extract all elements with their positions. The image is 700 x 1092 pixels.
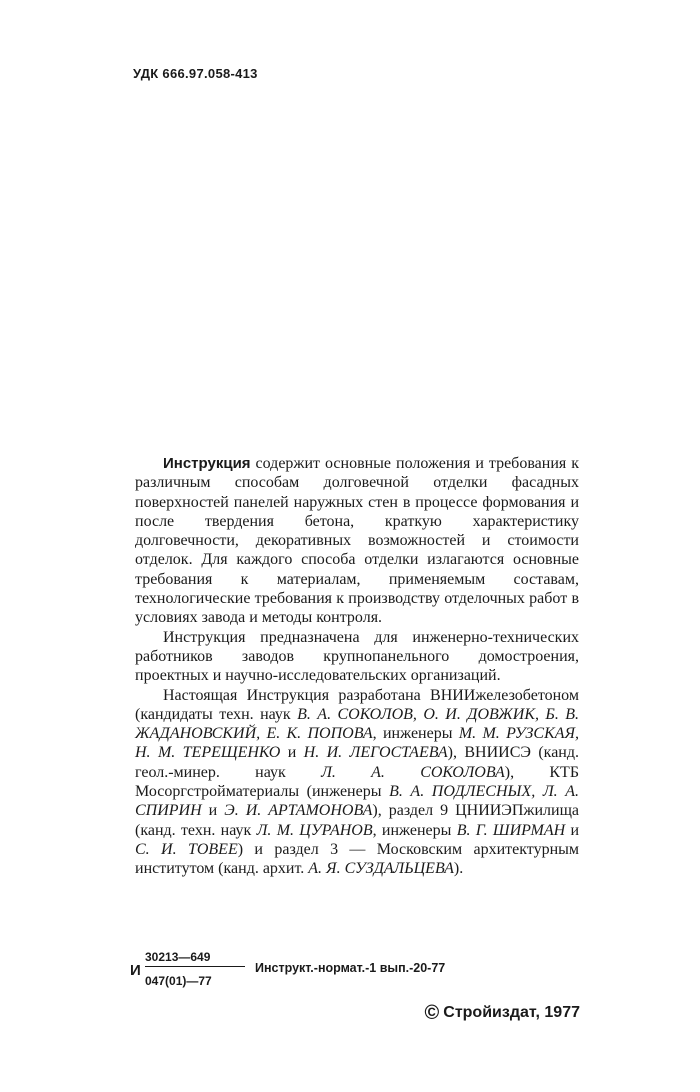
instruction-code: Инструкт.-нормат.-1 вып.-20-77 (255, 961, 446, 975)
p3-q: и (570, 821, 580, 839)
authors-2: М. М. РУЗСКАЯ, Н. М. ТЕРЕЩЕНКО (135, 725, 580, 762)
authors-10: А. Я. СУЗДАЛЬЦЕВА (308, 860, 454, 878)
index-denominator: 047(01)—77 (145, 974, 212, 988)
abstract-paragraph-2 (135, 628, 579, 686)
authors-1: В. А. СОКОЛОВ, О. И. ДОВЖИК, Б. В. ЖАДАНОВСКИЙ, Е. К. ПОПОВА (135, 705, 580, 743)
authors-8: В. Г. ШИРМАН (456, 821, 566, 839)
copyright-icon: © (424, 1002, 440, 1024)
p3-c: , инженеры (372, 725, 453, 743)
abstract (135, 454, 579, 879)
abstract-paragraph-1 (135, 454, 579, 628)
p3-o: , инженеры (372, 821, 452, 839)
p3-m: ), раздел 9 ЦНИИЭПжилища (канд. техн. наук (135, 802, 580, 839)
abstract-text-1: содержит основные положения и требования к различным способам долговечной отделки фасадных поверхностей панелей наружных стен в процессе формования и после твердения бетона, краткую характеристику долговечности, декоративных возможностей и стоимости отделок. Для каждого способа отделки излагаются основные требования к материалам, применяемым составам, технологические требования к производству отделочных работ в условиях завода и методы контроля. (135, 455, 579, 627)
authors-4: Л. А. СОКОЛОВА (321, 763, 505, 781)
p3-s: ) и раздел 3 — Московским архитектурным институтом (канд. архит. (135, 840, 580, 878)
index-numerator: 30213—649 (145, 950, 211, 964)
authors-9: С. И. ТОВЕЕ (135, 840, 238, 858)
publisher: Стройиздат, 1977 (443, 1004, 580, 1021)
abstract-paragraph-3 (135, 686, 579, 879)
authors-7: Л. М. ЦУРАНОВ (256, 821, 373, 839)
p3-a: Настоящая Инструкция разработана ВНИИжелезобетоном (кандидаты техн. наук (135, 686, 579, 723)
abstract-text-2: Инструкция предназначена для инженерно-технических работников заводов крупнопанельного домостроения, проектных и научно-исследовательских организаций. (135, 628, 579, 685)
p3-u: ). (453, 860, 464, 878)
fraction-rule (145, 966, 245, 967)
authors-6: Э. И. АРТАМОНОВА (224, 802, 373, 820)
copyright (425, 1002, 580, 1025)
udk-code: УДК 666.97.058-413 (133, 66, 258, 81)
p3-k: и (208, 802, 218, 820)
p3-i: ), КТБ Мосоргстройматериалы (инженеры (135, 763, 580, 801)
imprint (130, 948, 590, 1048)
authors-3: Н. И. ЛЕГОСТАЕВА (303, 744, 448, 762)
p3-e: и (287, 744, 297, 762)
lead-word: Инструкция (163, 455, 251, 472)
index-letter: И (130, 962, 141, 979)
p3-g: ), ВНИИСЭ (канд. геол.-минер. наук (135, 744, 580, 781)
authors-5: В. А. ПОДЛЕСНЫХ, Л. А. СПИРИН (135, 783, 580, 820)
